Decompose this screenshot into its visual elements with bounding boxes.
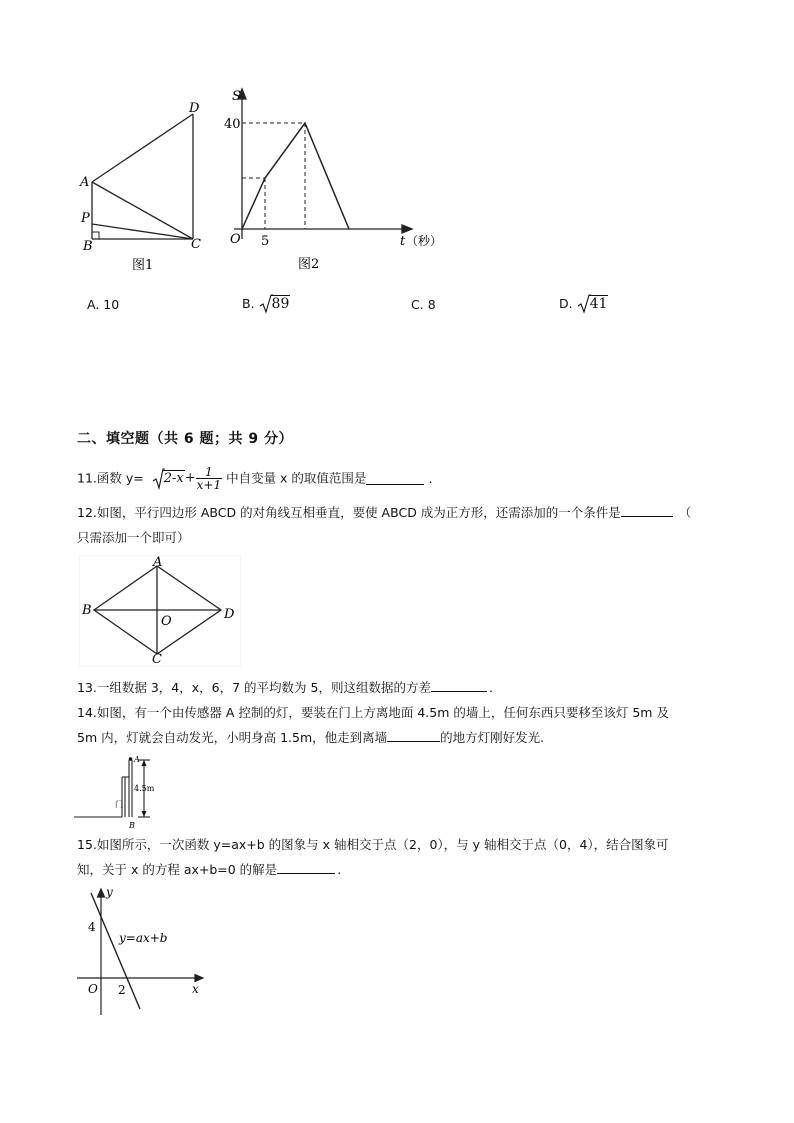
segment-AD	[92, 114, 193, 182]
question-15-line-1: 15.如图所示，一次函数 y=ax+b 的图象与 x 轴相交于点（2，0），与 y 轴相交于点（0，4），结合图象可	[77, 837, 669, 852]
sensor-A	[129, 757, 133, 761]
label-B: B	[129, 821, 135, 830]
height-label: 4.5m	[134, 784, 155, 793]
y-label: y	[106, 885, 113, 899]
x-axis-arrow	[402, 225, 412, 233]
origin-label: O	[230, 232, 241, 247]
right-angle-mark	[92, 232, 99, 239]
tick-4: 4	[88, 920, 96, 934]
equation-label: y=ax+b	[119, 931, 168, 945]
label-D: D	[224, 607, 235, 622]
answer-blank-12[interactable]	[621, 505, 673, 517]
label-A: A	[153, 555, 163, 570]
segment-PC	[92, 224, 193, 239]
question-11: 11.函数 y= 2-x+ $\frac{1}{x+1}$ 中自变量 x 的取值范围是 .	[77, 465, 433, 492]
figure-1-caption: 图1	[132, 258, 154, 273]
option-a[interactable]: A. 10	[87, 297, 120, 312]
y-axis-label: S	[232, 89, 241, 104]
label-A: A	[134, 755, 140, 764]
x-axis-arrow	[195, 975, 203, 982]
question-15-line-2: 知，关于 x 的方程 ax+b=0 的解是 .	[77, 862, 342, 877]
label-P: P	[81, 211, 90, 226]
question-12-line-1: 12.如图，平行四边形 ABCD 的对角线互相垂直，要使 ABCD 成为正方形，还需添加的一个条件是 （	[77, 505, 692, 520]
option-b-radicand: 89	[271, 296, 290, 312]
figure-door-sensor	[72, 752, 192, 830]
question-14-line-2: 5m 内，灯就会自动发光，小明身高 1.5m，他走到离墙 的地方灯刚好发光.	[77, 730, 545, 745]
label-D: D	[189, 101, 200, 116]
x-unit-label: （秒）	[406, 234, 443, 248]
section-title: 二、填空题（共 6 题；共 9 分）	[77, 431, 293, 447]
q11-fraction: $\frac{1}{x+1}$	[196, 465, 222, 492]
q11-radicand: 2-x	[163, 470, 184, 486]
label-O: O	[161, 614, 172, 629]
option-d[interactable]: D. 41	[559, 296, 608, 312]
question-14-line-1: 14.如图，有一个由传感器 A 控制的灯，要装在门上方离地面 4.5m 的墙上，任何东西只要移至该灯 5m 及	[77, 705, 669, 720]
tick-y-40: 40	[224, 117, 241, 132]
door-label: 门	[115, 800, 123, 809]
label-C: C	[191, 237, 201, 252]
figure-2-caption: 图2	[298, 257, 320, 272]
answer-blank-14[interactable]	[387, 730, 440, 742]
option-d-radicand: 41	[589, 296, 608, 312]
x-label: x	[192, 982, 199, 996]
figure-1	[70, 95, 220, 275]
tick-x-5: 5	[261, 234, 270, 249]
x-axis-label: t	[400, 234, 406, 249]
answer-blank-13[interactable]	[431, 680, 487, 692]
label-C: C	[152, 652, 162, 667]
option-b[interactable]: B. 89	[242, 296, 290, 312]
question-13: 13.一组数据 3，4，x，6，7 的平均数为 5，则这组数据的方差 .	[77, 680, 493, 695]
graph-line	[91, 893, 140, 1009]
option-c[interactable]: C. 8	[411, 297, 436, 312]
label-B: B	[82, 603, 92, 618]
figure-parallelogram	[79, 555, 241, 667]
label-A: A	[80, 175, 90, 190]
figure-linear-function	[72, 885, 212, 1020]
label-B: B	[83, 239, 93, 254]
answer-blank-11[interactable]	[366, 473, 424, 485]
question-12-line-2: 只需添加一个即可）	[77, 530, 190, 545]
graph-line	[242, 123, 349, 229]
y-axis-arrow	[98, 889, 105, 897]
segment-AC	[92, 182, 193, 239]
origin-label: O	[88, 982, 98, 996]
tick-2: 2	[118, 983, 126, 997]
answer-blank-15[interactable]	[277, 862, 335, 874]
figure-2	[222, 85, 452, 275]
